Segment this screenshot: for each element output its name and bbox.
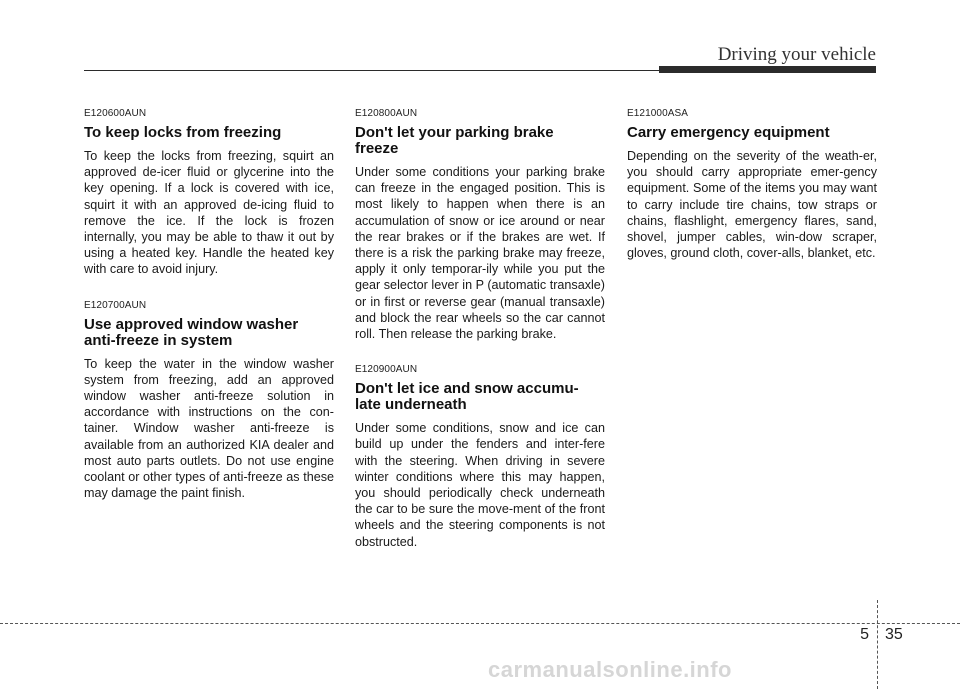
- section-emergency-equipment: [627, 108, 877, 261]
- page-header-title: Driving your vehicle: [717, 44, 876, 65]
- section-code: E120800AUN: [355, 108, 418, 119]
- column-3: [627, 108, 877, 283]
- page-number: 35: [885, 626, 903, 643]
- section-body: Under some conditions, snow and ice can build up under the fenders and inter-fere with the steering. When driving in severe winter conditions where this may happen, you should periodically check underneath the car to be sure the move-ment of the front wheels and the steering components is not obstructed.: [355, 421, 605, 549]
- section-code: E120700AUN: [84, 299, 147, 311]
- section-body: Depending on the severity of the weath-er, you should carry appropriate emer-gency equipment. Some of the items you may want to carry include tire chains, tow straps or chains, flashlight, emergency flares, sand, shovel, jumper cables, win-dow scraper, gloves, ground cloth, cover-alls, blanket, etc.: [627, 149, 877, 261]
- section-heading: Don't let ice and snow accumu- late underneath: [355, 380, 579, 414]
- section-code: E120900AUN: [355, 364, 418, 376]
- section-heading: To keep locks from freezing: [84, 124, 282, 141]
- header-bar: [659, 66, 876, 73]
- section-code: E120600AUN: [84, 108, 147, 119]
- section-locks-freezing: [84, 108, 334, 278]
- footer-vertical-divider: [877, 600, 878, 689]
- section-code: E121000ASA: [627, 108, 689, 119]
- section-parking-brake: [355, 108, 605, 342]
- watermark: carmanualsonline.info: [488, 657, 732, 682]
- section-body: Under some conditions your parking brake can freeze in the engaged position. This is most likely to happen when there is an accumulation of snow or ice around or near the rear brakes or if the brakes are wet. If there is a risk the parking brake may freeze, apply it only temporar-ily while you put the gear selector lever in P (automatic transaxle) or in first or reverse gear (manual transaxle) and block the rear wheels so the car cannot roll. Then release the parking brake.: [355, 165, 605, 342]
- column-2: [355, 108, 605, 572]
- section-heading: Carry emergency equipment: [627, 124, 830, 141]
- chapter-number: 5: [860, 626, 869, 643]
- section-body: To keep the locks from freezing, squirt an approved de-icer fluid or glycerine into the key opening. If a lock is covered with ice, squirt it with an approved de-icing fluid to remove the ice. If the lock is frozen internally, you may be able to thaw it out by using a heated key. Handle the heated key with care to avoid injury.: [84, 149, 334, 277]
- header-rule: [84, 70, 659, 71]
- section-ice-snow: [355, 364, 605, 550]
- section-washer-antifreeze: [84, 300, 334, 502]
- section-heading: Don't let your parking brake freeze: [355, 124, 554, 157]
- section-body: To keep the water in the window washer system from freezing, add an approved window washer anti-freeze solution in accordance with instructions on the con-tainer. Window washer anti-freeze is available from an authorized KIA dealer and most auto parts outlets. Do not use engine coolant or other types of anti-freeze as these may damage the paint finish.: [84, 356, 334, 501]
- column-1: [84, 108, 334, 523]
- footer-dashed-rule: [0, 623, 960, 624]
- section-heading: Use approved window washer anti-freeze in system: [84, 315, 299, 349]
